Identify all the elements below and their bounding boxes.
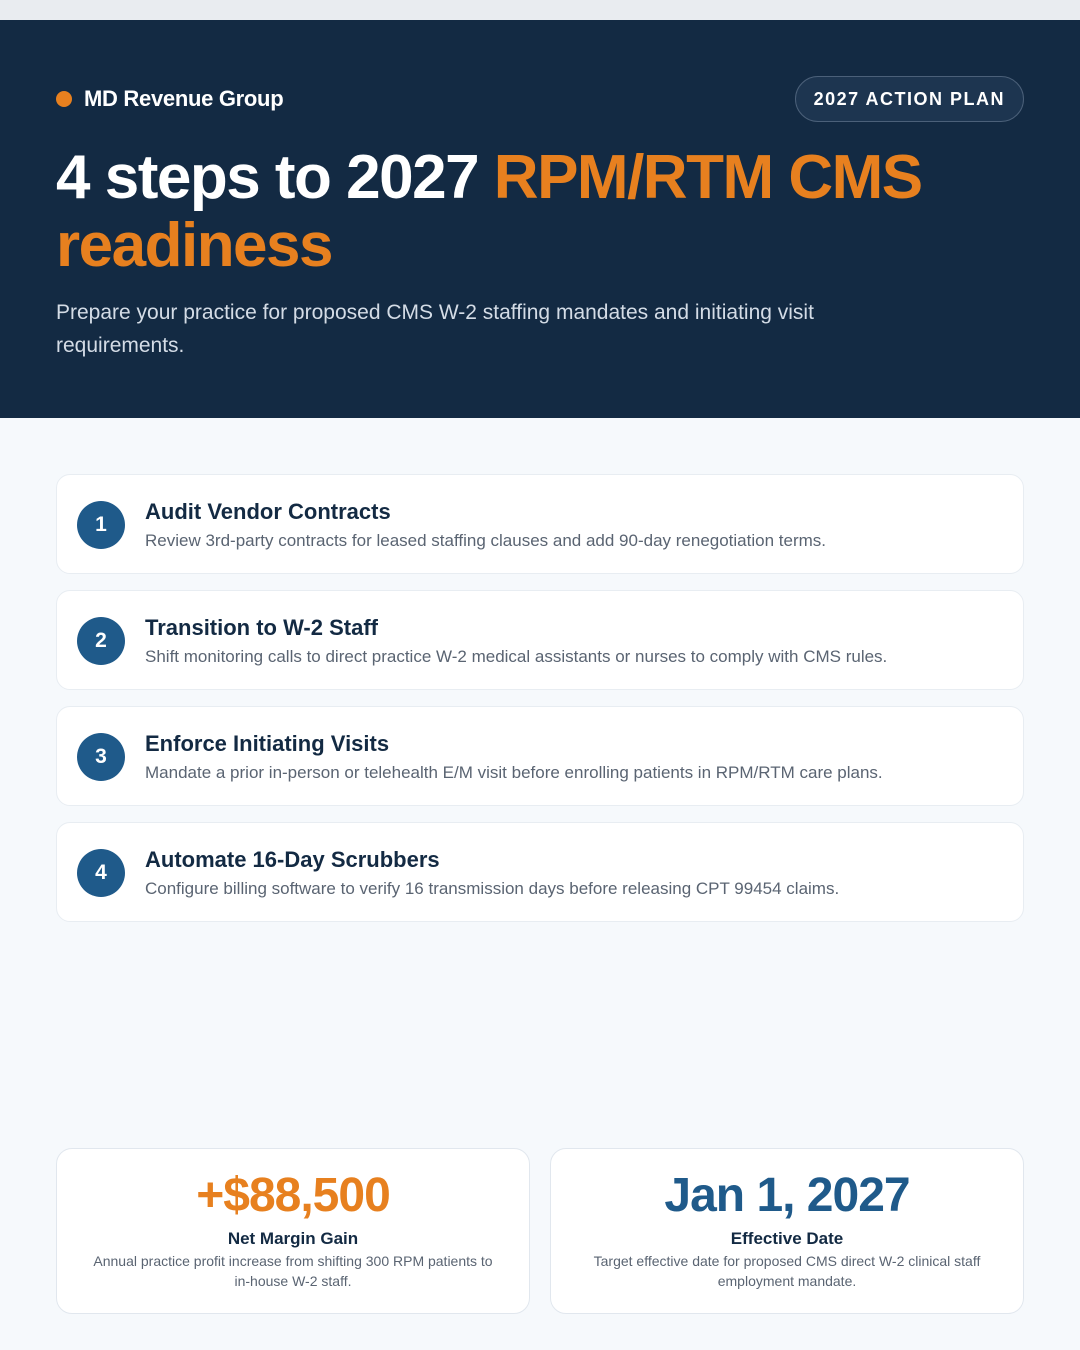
hero-banner (0, 20, 1080, 418)
step-title: Transition to W-2 Staff (145, 615, 378, 640)
steps-list (56, 474, 1024, 938)
brand-dot-icon (56, 91, 72, 107)
step-number-badge: 2 (77, 617, 125, 665)
stat-value: Jan 1, 2027 (664, 1169, 910, 1222)
title-main: 4 steps to 2027 (56, 143, 494, 212)
stat-label: Effective Date (730, 1229, 844, 1248)
step-card-2 (56, 590, 1024, 690)
step-description: Configure billing software to verify 16 transmission days before releasing CPT 99454 claims. (145, 879, 840, 898)
step-number-badge: 1 (77, 501, 125, 549)
stat-description: Target effective date for proposed CMS direct W-2 clinical staff employment mandate. (593, 1253, 981, 1289)
step-card-4 (56, 822, 1024, 922)
brand-name: MD Revenue Group (84, 86, 284, 111)
step-title: Enforce Initiating Visits (145, 731, 390, 756)
top-strip (0, 0, 1080, 20)
step-card-3 (56, 706, 1024, 806)
title-accent: RPM/RTM CMS readiness (56, 143, 922, 280)
step-card-1 (56, 474, 1024, 574)
step-number-badge: 3 (77, 733, 125, 781)
step-description: Mandate a prior in-person or telehealth E/M visit before enrolling patients in RPM/RTM care plans. (145, 763, 883, 782)
stat-description: Annual practice profit increase from shifting 300 RPM patients to in-house W-2 staff. (93, 1253, 493, 1289)
action-plan-badge: 2027 ACTION PLAN (795, 76, 1024, 122)
step-description: Review 3rd-party contracts for leased staffing clauses and add 90-day renegotiation terms. (145, 531, 826, 550)
stat-label: Net Margin Gain (227, 1229, 359, 1248)
step-title: Automate 16-Day Scrubbers (145, 847, 440, 872)
brand (56, 86, 283, 112)
page-subtitle: Prepare your practice for proposed CMS W-2 staffing mandates and initiating visit requirements. (56, 301, 814, 357)
step-title: Audit Vendor Contracts (145, 499, 391, 524)
stat-card-margin-gain (56, 1148, 530, 1314)
step-number-badge: 4 (77, 849, 125, 897)
step-description: Shift monitoring calls to direct practice W-2 medical assistants or nurses to comply with CMS rules. (145, 647, 888, 666)
page-title (56, 144, 1016, 280)
stat-card-effective-date (550, 1148, 1024, 1314)
stat-value: +$88,500 (196, 1169, 390, 1222)
